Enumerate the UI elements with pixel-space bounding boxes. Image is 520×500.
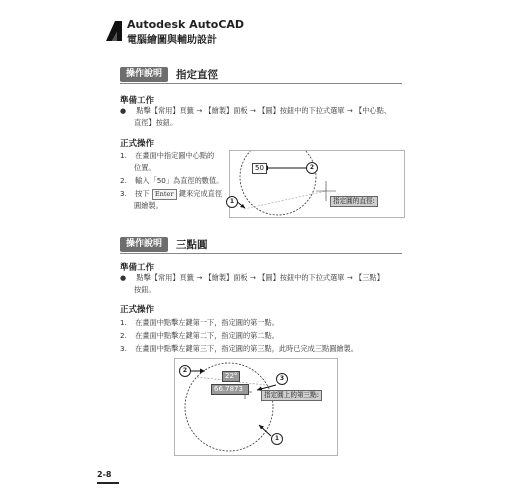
step-text: 輸入「50」為直徑的數值。 [135,176,224,185]
section-title: 指定直徑 [176,68,219,81]
prep-text-1: 點擊【常用】頁籤 → 【繪製】面板 → 【圓】按鈕中的下拉式選單 → 【中心點、 [136,106,391,115]
step-3-cont: 圓繪製。 [134,201,163,210]
angle-input: 22° [222,371,240,382]
section-divider [120,253,402,254]
step-3 [120,343,358,355]
brand-subtitle: 電腦繪圖與輔助設計 [127,35,217,46]
section-badge: 操作說明 [120,67,168,82]
step-2 [120,175,223,187]
step-number: 3. [120,344,127,353]
step-text: 在畫面中點擊左鍵第三下，指定圓的第三點，此時已完成三點圓繪製。 [135,344,358,353]
figure-drawing [175,359,337,455]
step-text: 在畫面中點擊左鍵第二下，指定圓的第二點。 [135,331,279,340]
third-point-prompt: 指定圓上的第三點: [261,390,322,401]
brand-title: Autodesk AutoCAD [127,18,245,31]
figure-diameter-circle [229,150,405,218]
step-3 [120,188,222,200]
prep-text-2: 直徑】按鈕。 [134,118,178,127]
bullet-icon: ● [120,274,127,282]
formal-heading: 正式操作 [120,305,155,315]
section-divider [120,83,402,84]
prep-text-1: 點擊【常用】頁籤 → 【繪製】面板 → 【圓】按鈕中的下拉式選單 → 【三點】 [136,273,384,282]
section-heading-three-point [120,236,208,252]
step-text-after: 鍵來完成直徑 [178,189,223,198]
step-1 [120,317,279,329]
figure-drawing [230,151,404,217]
step-text-before: 按下 [135,189,150,198]
step-1 [120,150,214,162]
formal-heading: 正式操作 [120,139,155,149]
diameter-prompt: 指定圓的直徑: [330,196,378,207]
step-number: 2. [120,176,127,185]
section-title: 三點圓 [176,238,208,251]
length-input: 66.7873 [211,384,249,395]
marker-1: 1 [226,196,238,208]
marker-2: 2 [179,365,191,377]
section-badge: 操作說明 [120,237,168,252]
prep-bullet-line [120,272,384,284]
step-number: 2. [120,331,127,340]
section-heading-diameter [120,66,218,82]
step-text: 在畫面中點擊左鍵第一下，指定圓的第一點。 [135,318,279,327]
step-text: 在畫面中指定圓中心點的 [135,151,215,160]
enter-key: Enter [152,189,177,200]
prep-heading: 準備工作 [120,96,155,106]
diameter-input: 50 [252,163,267,174]
marker-3: 3 [276,373,288,385]
bullet-icon: ● [120,107,127,115]
prep-text-2: 按鈕。 [134,285,156,294]
marker-2: 2 [306,162,318,174]
page-number-underline [97,482,119,484]
figure-three-point-circle [174,358,338,456]
prep-bullet-line [120,105,391,117]
page-number: 2-8 [97,470,112,479]
autocad-logo-icon [104,20,124,42]
marker-1: 1 [271,433,283,445]
prep-heading: 準備工作 [120,263,155,273]
step-2 [120,330,279,342]
step-number: 1. [120,151,127,160]
step-number: 1. [120,318,127,327]
step-1-cont: 位置。 [134,163,156,172]
step-number: 3. [120,189,127,198]
